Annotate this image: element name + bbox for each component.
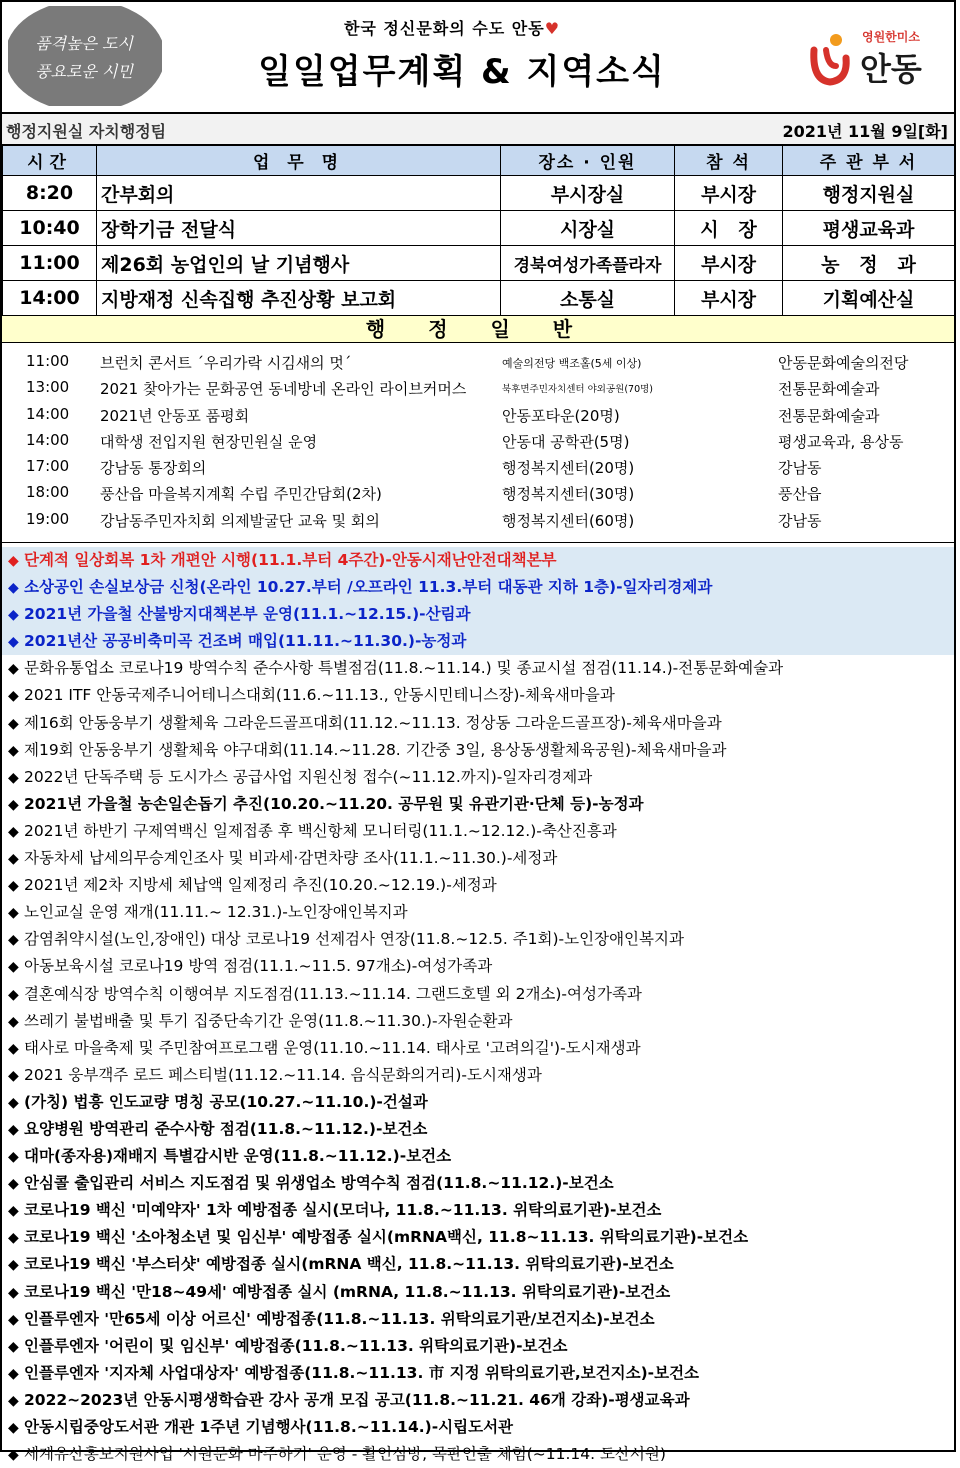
schedule-attend: 부시장 [675,246,783,281]
diamond-bullet-icon: ◆ [8,796,19,813]
notice-item [2,1197,954,1224]
diamond-bullet-icon: ◆ [8,742,19,759]
notice-text: 요양병원 방역관리 준수사항 점검(11.8.~11.12.)-보건소 [24,1119,428,1138]
notice-item [2,953,954,980]
diamond-bullet-icon: ◆ [8,553,19,569]
admin-task: 브런치 콘서트 ´우리가락 시김새의 멋´ [100,354,352,372]
admin-task: 풍산읍 마을복지계획 수립 주민간담회(2차) [100,485,382,504]
notice-item [2,1143,954,1170]
diamond-bullet-icon: ◆ [8,1067,19,1084]
notice-text: 단계적 일상회복 1차 개편안 시행(11.1.부터 4주간)-안동시재난안전대책본부 [24,551,557,569]
admin-item [2,402,954,428]
notice-text: 코로나19 백신 '소아청소년 및 임신부' 예방접종 실시(mRNA백신, 11.8~11.13. 위탁의료기관)-보건소 [24,1228,749,1247]
notice-item [2,710,954,737]
col-header-dept: 주 관 부 서 [783,146,955,176]
notice-text: 2021년 제2차 지방세 체납액 일제정리 추진(10.20.~12.19.)-세정과 [24,876,497,895]
admin-item [2,480,954,506]
notice-item [2,1251,954,1278]
admin-task: 2021 찾아가는 문화공연 동네방네 온라인 라이브커머스 [100,380,467,399]
admin-dept: 강남동 [778,511,822,530]
diamond-bullet-icon: ◆ [8,634,19,651]
notice-text: 제16회 안동웅부기 생활체육 그라운드골프대회(11.12.~11.13. 정상동 그라운드골프장)-체육새마을과 [24,713,722,732]
notice-text: 2021 웅부객주 로드 페스티벌(11.12.~11.14. 음식문화의거리)-도시재생과 [24,1065,542,1084]
schedule-attend: 부시장 [675,176,783,211]
notice-item [2,1441,954,1468]
notice-item [2,1224,954,1251]
diamond-bullet-icon: ◆ [8,769,19,786]
notice-text: 대마(종자용)재배지 특별감시반 운영(11.8.~11.12.)-보건소 [24,1147,452,1166]
admin-list [2,343,954,543]
notice-text: 안동시립중앙도서관 개관 1주년 기념행사(11.8.~11.14.)-시립도서관 [24,1418,514,1436]
notice-text: 문화유통업소 코로나19 방역수칙 준수사항 특별점검(11.8.~11.14.) 및 종교시설 점검(11.14.)-전통문화예술과 [24,659,784,678]
notice-item [2,1035,954,1062]
andong-logo [806,24,936,94]
notice-item [2,981,954,1008]
notice-item [2,737,954,764]
schedule-place: 부시장실 [501,176,675,211]
admin-item [2,349,954,375]
notice-item [2,1414,954,1441]
admin-place: 안동포타운(20명) [502,406,620,425]
diamond-bullet-icon: ◆ [8,715,19,732]
schedule-row [3,281,955,316]
notice-text: 코로나19 백신 '미예약자' 1차 예방접종 실시(모더나, 11.8.~11.13. 위탁의료기관)-보건소 [24,1201,662,1220]
schedule-place: 시장실 [501,211,675,246]
schedule-attend: 시 장 [675,211,783,246]
notice-text: 자동차세 납세의무승계인조사 및 비과세·감면차량 조사(11.1.~11.30.)-세정과 [24,849,558,868]
notice-item [2,1008,954,1035]
notice-item [2,628,954,655]
notice-item [2,547,954,574]
schedule-task: 간부회의 [97,176,501,211]
diamond-bullet-icon: ◆ [8,607,19,624]
schedule-dept: 농 정 과 [783,246,955,281]
notice-item [2,872,954,899]
diamond-bullet-icon: ◆ [8,1230,19,1247]
notice-text: 2021년 하반기 구제역백신 일제접종 후 백신항체 모니터링(11.1.~12.12.)-축산진흥과 [24,821,617,840]
diamond-bullet-icon: ◆ [8,1149,19,1166]
team-name: 행정지원실 자치행정팀 [6,122,167,141]
schedule-dept: 행정지원실 [783,176,955,211]
schedule-task: 지방재정 신속집행 추진상황 보고회 [97,281,501,316]
notice-item [2,845,954,872]
diamond-bullet-icon: ◆ [8,580,19,597]
admin-item [2,428,954,454]
notice-text: 2022~2023년 안동시평생학습관 강사 공개 모집 공고(11.8.~11.21. 46개 강좌)-평생교육과 [24,1390,690,1409]
admin-place: 예술의전당 백조홀(5세 이상) [502,357,642,370]
diamond-bullet-icon: ◆ [8,1447,19,1464]
diamond-bullet-icon: ◆ [8,851,19,868]
notice-item [2,601,954,628]
schedule-place: 경북여성가족플라자 [501,246,675,281]
notice-text: 안심콜 출입관리 서비스 지도점검 및 위생업소 방역수칙 점검(11.8.~11.12.)-보건소 [24,1174,614,1193]
notice-text: 감염취약시설(노인,장애인) 대상 코로나19 선제검사 연장(11.8.~12.5. 주1회)-노인장애인복지과 [24,930,684,949]
notice-text: 결혼예식장 방역수칙 이행여부 지도점검(11.13.~11.14. 그랜드호텔 외 2개소)-여성가족과 [24,984,642,1003]
slogan-text [14,30,154,86]
notice-item [2,1062,954,1089]
logo-city-name: 안동 [860,50,922,88]
document-date: 2021년 11월 9일[화] [782,122,948,141]
notice-item [2,655,954,682]
notice-text: 인플루엔자 '어린이 및 임신부' 예방접종(11.8.~11.13. 위탁의료기관)-보건소 [24,1336,568,1355]
diamond-bullet-icon: ◆ [8,932,19,949]
schedule-time: 14:00 [3,281,97,316]
admin-item [2,507,954,533]
admin-dept: 평생교육과, 용상동 [778,432,904,451]
notice-item [2,1279,954,1306]
diamond-bullet-icon: ◆ [8,905,19,922]
admin-task: 강남동 통장회의 [100,459,207,478]
diamond-bullet-icon: ◆ [8,959,19,976]
notice-item [2,1306,954,1333]
notice-text: 2022년 단독주택 등 도시가스 공급사업 지원신청 접수(~11.12.까지)-일자리경제과 [24,767,593,786]
notice-item [2,574,954,601]
admin-dept: 강남동 [778,459,822,478]
notice-item [2,1089,954,1116]
col-header-attend: 참 석 [675,146,783,176]
andong-smile-icon [806,30,854,86]
notice-text: 코로나19 백신 '부스터샷' 예방접종 실시(mRNA 백신, 11.8.~11.13. 위탁의료기관)-보건소 [24,1255,674,1274]
notice-text: 코로나19 백신 '만18~49세' 예방접종 실시 (mRNA, 11.8.~11.13. 위탁의료기관)-보건소 [24,1282,671,1301]
schedule-header-row [3,146,955,176]
admin-place: 북후면주민자치센터 야외공원(70명) [502,384,653,396]
admin-time: 18:00 [26,483,70,502]
notice-item [2,899,954,926]
notice-text: 세계유산홍보지원사업 '서원문화 마주하기' 운영 - 활인심방, 목판인출 체험(~11.14. 도산서원) [24,1445,666,1464]
schedule-row [3,211,955,246]
diamond-bullet-icon: ◆ [8,1338,19,1355]
schedule-time: 10:40 [3,211,97,246]
diamond-bullet-icon: ◆ [8,1013,19,1030]
notice-text: 2021년 가을철 농손일손돕기 추진(10.20.~11.20. 공무원 및 유관기관·단체 등)-농정과 [24,794,644,813]
schedule-place: 소통실 [501,281,675,316]
diamond-bullet-icon: ◆ [8,1420,19,1436]
admin-item [2,375,954,401]
notice-text: 2021년산 공공비축미곡 건조벼 매입(11.11.~11.30.)-농정과 [24,632,467,651]
notice-item [2,1360,954,1387]
notice-item [2,1387,954,1414]
diamond-bullet-icon: ◆ [8,1203,19,1220]
diamond-bullet-icon: ◆ [8,878,19,895]
document-subhead [2,114,954,145]
admin-item [2,454,954,480]
notice-item [2,818,954,845]
admin-dept: 안동문화예술의전당 [778,354,909,372]
admin-time: 13:00 [26,378,70,397]
schedule-row [3,176,955,211]
notice-item [2,791,954,818]
col-header-task: 업 무 명 [97,146,501,176]
admin-dept: 풍산읍 [778,485,822,504]
logo-tagline: 영원한미소 [862,30,920,44]
diamond-bullet-icon: ◆ [8,823,19,840]
schedule-dept: 기획예산실 [783,281,955,316]
schedule-time: 8:20 [3,176,97,211]
col-header-time: 시간 [3,146,97,176]
diamond-bullet-icon: ◆ [8,1176,19,1193]
notice-text: 인플루엔자 '만65세 이상 어르신' 예방접종(11.8.~11.13. 위탁의료기관/보건지소)-보건소 [24,1309,655,1328]
diamond-bullet-icon: ◆ [8,688,19,705]
diamond-bullet-icon: ◆ [8,1040,19,1057]
admin-task: 대학생 전입지원 현장민원실 운영 [100,432,318,451]
notice-item [2,1333,954,1360]
diamond-bullet-icon: ◆ [8,1311,19,1328]
diamond-bullet-icon: ◆ [8,661,19,678]
notice-text: 제19회 안동웅부기 생활체육 야구대회(11.14.~11.28. 기간중 3일, 용상동생활체육공원)-체육새마을과 [24,740,727,759]
col-header-place: 장소 · 인원 [501,146,675,176]
notice-text: 쓰레기 불법배출 및 투기 집중단속기간 운영(11.8.~11.30.)-자원순환과 [24,1011,513,1030]
notice-text: 인플루엔자 '지자체 사업대상자' 예방접종(11.8.~11.13. 市 지정 위탁의료기관,보건지소)-보건소 [24,1363,700,1382]
notice-item [2,682,954,709]
page-title: 일일업무계획 & 지역소식 [258,52,666,92]
schedule-table [2,145,955,316]
diamond-bullet-icon: ◆ [8,1284,19,1301]
admin-time: 17:00 [26,457,70,476]
admin-section-title: 행 정 일 반 [2,316,954,343]
notice-item [2,926,954,953]
schedule-attend: 부시장 [675,281,783,316]
heart-icon: ♥ [544,19,561,38]
schedule-time: 11:00 [3,246,97,281]
notice-item [2,1170,954,1197]
admin-task: 강남동주민자치회 의제발굴단 교육 및 회의 [100,511,380,530]
admin-place: 행정복지센터(60명) [502,511,635,530]
admin-dept: 전통문화예술과 [778,380,880,399]
diamond-bullet-icon: ◆ [8,1392,19,1409]
admin-task: 2021년 안동포 품평회 [100,406,250,425]
schedule-dept: 평생교육과 [783,211,955,246]
notice-text: 소상공인 손실보상금 신청(온라인 10.27.부터 /오프라인 11.3.부터 대동관 지하 1층)-일자리경제과 [24,578,713,597]
admin-time: 14:00 [26,404,70,423]
schedule-task: 장학기금 전달식 [97,211,501,246]
admin-place: 안동대 공학관(5명) [502,432,630,451]
schedule-task: 제26회 농업인의 날 기념행사 [97,246,501,281]
notice-text: (가칭) 법흥 인도교량 명칭 공모(10.27.~11.10.)-건설과 [24,1092,428,1111]
admin-place: 행정복지센터(20명) [502,459,635,478]
notice-item [2,1116,954,1143]
diamond-bullet-icon: ◆ [8,1257,19,1274]
diamond-bullet-icon: ◆ [8,1121,19,1138]
diamond-bullet-icon: ◆ [8,1094,19,1111]
header-supertitle [302,16,602,39]
admin-place: 행정복지센터(30명) [502,485,635,504]
notice-text: 노인교실 운영 재개(11.11.~ 12.31.)-노인장애인복지과 [24,903,408,922]
admin-time: 11:00 [26,352,70,370]
notice-text: 태사로 마을축제 및 주민참여프로그램 운영(11.10.~11.14. 태사로 '고려의길')-도시재생과 [24,1038,641,1057]
admin-time: 14:00 [26,430,70,449]
document-header [2,2,954,114]
admin-time: 19:00 [26,509,70,528]
notice-text: 아동보육시설 코로나19 방역 점검(11.1.~11.5. 97개소)-여성가족과 [24,957,493,976]
diamond-bullet-icon: ◆ [8,986,19,1003]
schedule-row [3,246,955,281]
notice-text: 2021년 가을철 산불방지대책본부 운영(11.1.~12.15.)-산림과 [24,605,471,624]
supertitle-text: 한국 정신문화의 수도 안동 [343,19,545,38]
notice-text: 2021 ITF 안동국제주니어테니스대회(11.6.~11.13., 안동시민테니스장)-체육새마을과 [24,686,615,705]
notice-list [2,543,954,1468]
slogan-line-1: 품격높은 도시 [35,34,133,53]
admin-dept: 전통문화예술과 [778,406,880,425]
slogan-line-2: 풍요로운 시민 [35,62,133,81]
diamond-bullet-icon: ◆ [8,1365,19,1382]
notice-item [2,764,954,791]
